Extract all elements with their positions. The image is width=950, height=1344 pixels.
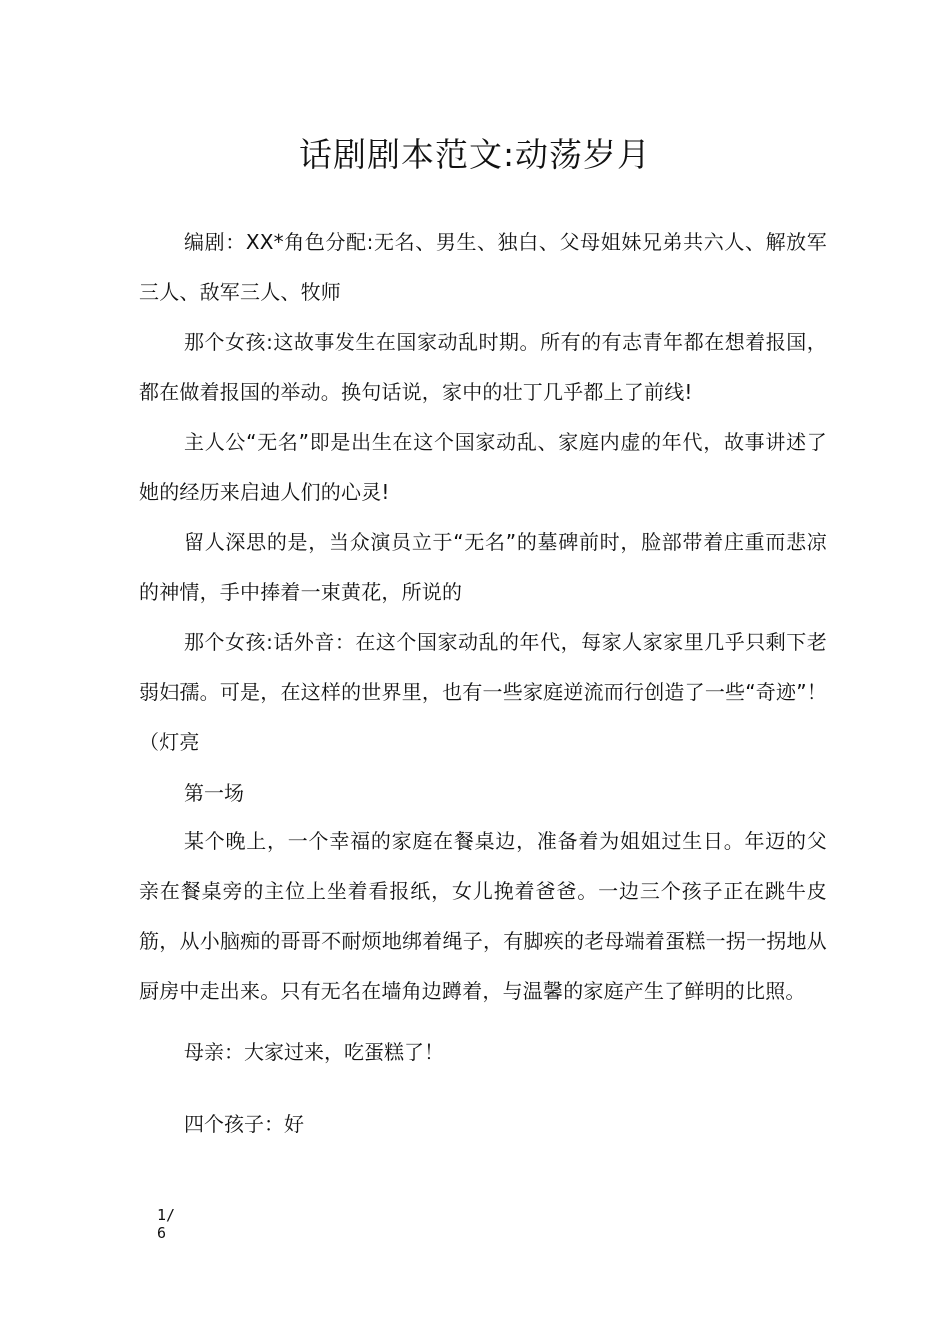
scene-heading: 第一场 — [184, 781, 244, 805]
document-title: 话剧剧本范文:动荡岁月 — [298, 135, 652, 174]
paragraph-voiceover: 那个女孩:话外音：在这个国家动乱的年代，每家人家家里几乎只剩下老弱妇孺。可是，在这样的世界里，也有一些家庭逆流而行创造了一些“奇迹”！（灯亮 — [139, 630, 827, 754]
paragraph-narrator-intro: 那个女孩:这故事发生在国家动乱时期。所有的有志青年都在想着报国，都在做着报国的举动。换句话说，家中的壮丁几乎都上了前线! — [139, 330, 827, 404]
dialogue-mother: 母亲：大家过来，吃蛋糕了！ — [184, 1040, 444, 1064]
paragraph-reflection: 留人深思的是，当众演员立于“无名”的墓碑前时，脸部带着庄重而悲凉的神情，手中捧着一束黄花，所说的 — [139, 530, 827, 604]
paragraph-protagonist: 主人公“无名”即是出生在这个国家动乱、家庭内虚的年代，故事讲述了她的经历来启迪人们的心灵! — [139, 430, 827, 504]
paragraph-credits: 编剧：XX*角色分配:无名、男生、独白、父母姐妹兄弟共六人、解放军三人、敌军三人、牧师 — [139, 230, 827, 304]
paragraph-scene-description: 某个晚上，一个幸福的家庭在餐桌边，准备着为姐姐过生日。年迈的父亲在餐桌旁的主位上坐着看报纸，女儿挽着爸爸。一边三个孩子正在跳牛皮筋，从小脑痴的哥哥不耐烦地绑着绳子，有脚疾的老母端着蛋糕一拐一拐地从厨房中走出来。只有无名在墙角边蹲着，与温馨的家庭产生了鲜明的比照。 — [139, 829, 827, 1003]
dialogue-children: 四个孩子：好 — [184, 1112, 304, 1136]
page-number: 1/ 6 — [157, 1206, 176, 1242]
